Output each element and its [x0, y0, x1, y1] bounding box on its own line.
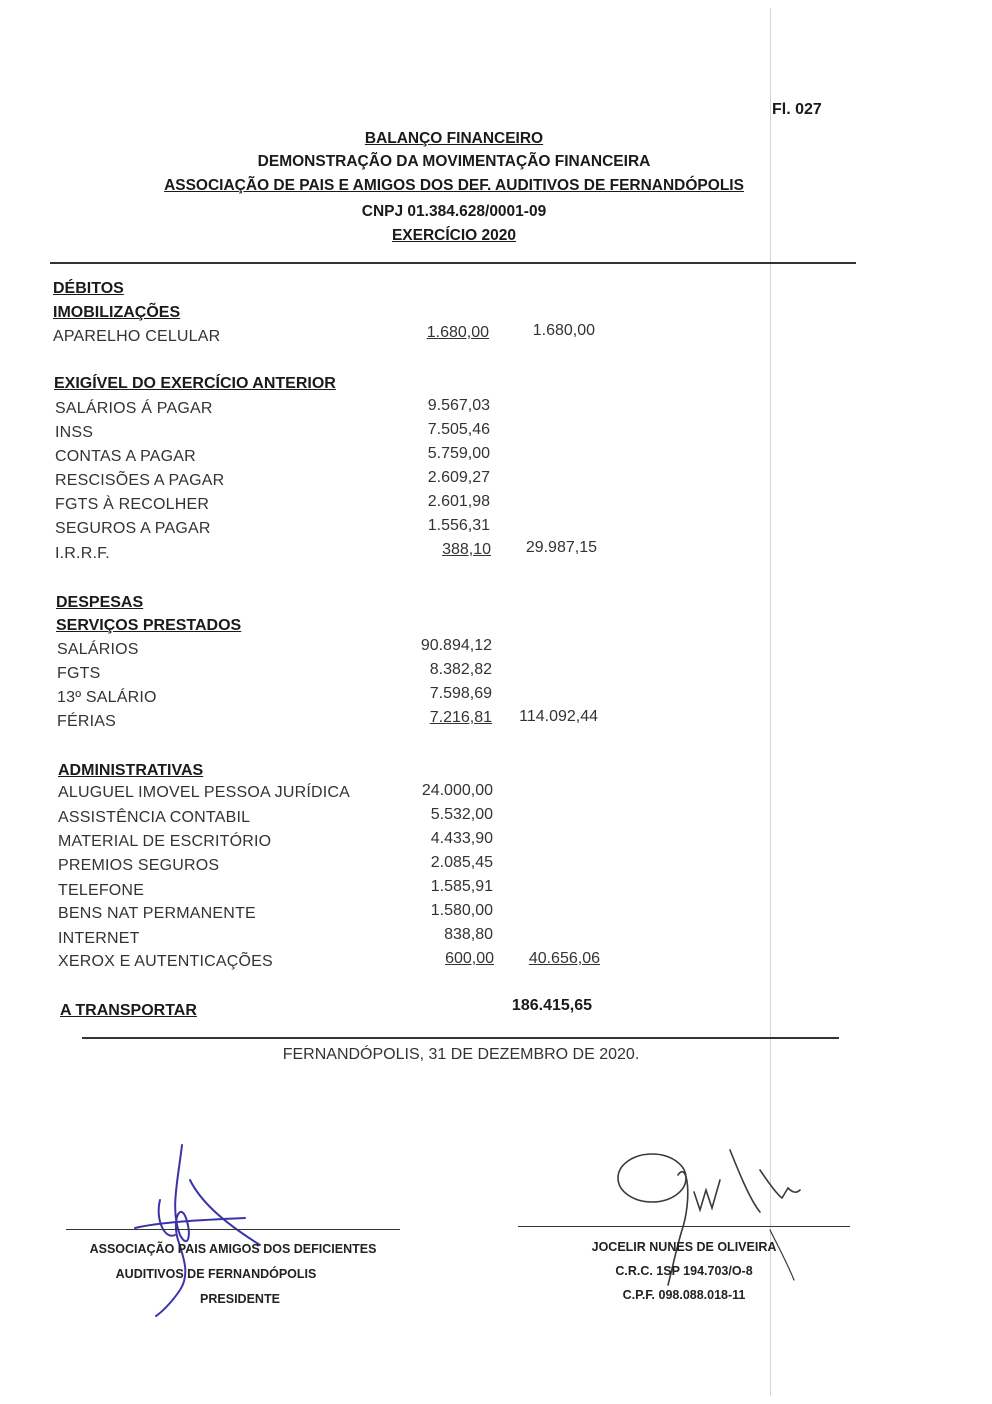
row-label: XEROX E AUTENTICAÇÕES	[58, 953, 273, 970]
section-despesas: DESPESAS	[56, 594, 144, 611]
row-value: 388,10	[442, 541, 491, 558]
row-label: BENS NAT PERMANENTE	[58, 905, 256, 922]
row-value: 2.601,98	[427, 493, 490, 510]
row-value: 2.085,45	[430, 854, 493, 871]
row-label: TELEFONE	[58, 882, 145, 899]
subsection-exigivel: EXIGÍVEL DO EXERCÍCIO ANTERIOR	[54, 375, 336, 392]
row-value: 8.382,82	[429, 661, 492, 678]
row-label: PREMIOS SEGUROS	[58, 857, 220, 874]
president-signature-line	[66, 1229, 400, 1230]
place-date: FERNANDÓPOLIS, 31 DE DEZEMBRO DE 2020.	[282, 1046, 640, 1063]
row-value: 600,00	[445, 950, 494, 967]
row-value: 9.567,03	[427, 397, 490, 414]
row-value: 7.505,46	[427, 421, 490, 438]
row-label: FGTS À RECOLHER	[55, 496, 210, 513]
subtotal-imobilizacoes: 1.680,00	[532, 322, 595, 339]
row-value: 1.585,91	[430, 878, 493, 895]
row-value: 838,80	[444, 926, 493, 943]
row-value: 7.598,69	[429, 685, 492, 702]
accountant-crc: C.R.C. 1SP 194.703/O-8	[615, 1264, 753, 1278]
fiscal-year: EXERCÍCIO 2020	[391, 227, 517, 244]
subsection-servicos: SERVIÇOS PRESTADOS	[56, 617, 242, 634]
accountant-cpf: C.P.F. 098.088.018-11	[622, 1288, 746, 1302]
row-label: ALUGUEL IMOVEL PESSOA JURÍDICA	[58, 784, 351, 801]
transportar-label: A TRANSPORTAR	[60, 1002, 197, 1019]
president-org-line2: AUDITIVOS DE FERNANDÓPOLIS	[115, 1267, 317, 1281]
row-value: 2.609,27	[427, 469, 490, 486]
row-label: APARELHO CELULAR	[53, 328, 221, 345]
row-value: 5.759,00	[427, 445, 490, 462]
row-value: 24.000,00	[421, 782, 493, 799]
header-divider	[50, 262, 856, 264]
row-label: FÉRIAS	[57, 713, 116, 730]
doc-subtitle: DEMONSTRAÇÃO DA MOVIMENTAÇÃO FINANCEIRA	[257, 153, 651, 170]
subtotal-exigivel: 29.987,15	[525, 539, 597, 556]
row-label: INTERNET	[58, 930, 140, 947]
row-label: CONTAS A PAGAR	[55, 448, 196, 465]
accountant-name: JOCELIR NUNES DE OLIVEIRA	[591, 1240, 777, 1254]
row-label: RESCISÕES A PAGAR	[55, 472, 225, 489]
subsection-imobilizacoes: IMOBILIZAÇÕES	[53, 304, 181, 321]
section-debitos: DÉBITOS	[53, 280, 124, 297]
president-org-line1: ASSOCIAÇÃO PAIS AMIGOS DOS DEFICIENTES	[89, 1242, 377, 1256]
doc-title: BALANÇO FINANCEIRO	[364, 130, 544, 147]
folio-number: Fl. 027	[772, 101, 822, 118]
subtotal-administrativas: 40.656,06	[528, 950, 600, 967]
accountant-signature-line	[518, 1226, 850, 1227]
subtotal-servicos: 114.092,44	[519, 708, 598, 725]
row-value: 90.894,12	[420, 637, 492, 654]
entity-name: ASSOCIAÇÃO DE PAIS E AMIGOS DOS DEF. AUDITIVOS DE FERNANDÓPOLIS	[164, 177, 744, 194]
row-label: SEGUROS A PAGAR	[55, 520, 211, 537]
row-label: SALÁRIOS	[57, 641, 139, 658]
row-label: ASSISTÊNCIA CONTABIL	[58, 809, 251, 826]
row-label: 13º SALÁRIO	[57, 689, 157, 706]
row-value: 7.216,81	[429, 709, 492, 726]
row-value: 5.532,00	[430, 806, 493, 823]
row-value: 1.580,00	[430, 902, 493, 919]
transportar-total: 186.415,65	[511, 997, 592, 1014]
row-label: I.R.R.F.	[55, 545, 110, 562]
row-label: SALÁRIOS Á PAGAR	[55, 400, 213, 417]
row-label: INSS	[55, 424, 94, 441]
subsection-administrativas: ADMINISTRATIVAS	[58, 762, 204, 779]
row-label: MATERIAL DE ESCRITÓRIO	[58, 833, 272, 850]
president-title: PRESIDENTE	[200, 1292, 280, 1306]
cnpj: CNPJ 01.384.628/0001-09	[361, 203, 547, 220]
row-value: 1.680,00	[426, 324, 489, 341]
footer-divider	[82, 1037, 839, 1039]
row-value: 1.556,31	[427, 517, 490, 534]
row-label: FGTS	[57, 665, 101, 682]
row-value: 4.433,90	[430, 830, 493, 847]
